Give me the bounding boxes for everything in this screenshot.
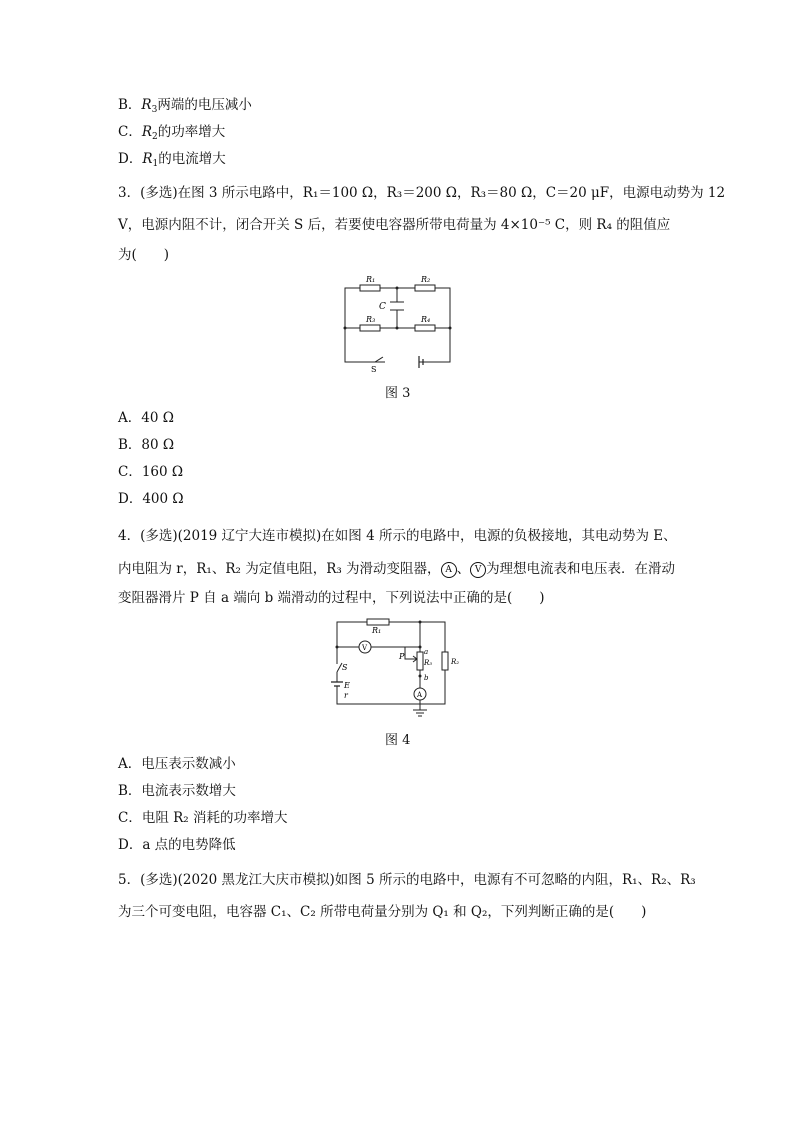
figure-4-caption: 图 4 <box>385 733 411 748</box>
fig4-label-p: P <box>399 652 405 661</box>
q4-option-c: C．电阻 R₂ 消耗的功率增大 <box>118 810 288 826</box>
q4-stem-line1: 4．(多选)(2019 辽宁大连市模拟)在如图 4 所示的电路中，电源的负极接地，其电动势为 E、 <box>118 528 677 544</box>
q4-stem-line2: 内电阻为 r，R₁、R₂ 为定值电阻，R₃ 为滑动变阻器， A 、 V 为理想电流表和电压表．在滑动 <box>118 561 676 577</box>
figure-3-circuit <box>335 270 460 378</box>
q3-stem-line2: V，电源内阻不计，闭合开关 S 后，若要使电容器所带电荷量为 4×10⁻⁵ C，则 R₄ 的阻值应 <box>118 217 671 233</box>
option-c-prev: C．$R_2$的功率增大 <box>118 124 226 142</box>
fig3-label-r3: R₃ <box>366 315 376 324</box>
fig4-label-s: S <box>342 663 348 672</box>
q4-option-d: D．a 点的电势降低 <box>118 837 236 853</box>
fig4-label-v: V <box>362 644 368 652</box>
figure-3-caption: 图 3 <box>385 386 411 401</box>
fig4-label-r3: R₃ <box>424 659 433 667</box>
q5-stem-line2: 为三个可变电阻，电容器 C₁、C₂ 所带电荷量分别为 Q₁ 和 Q₂，下列判断正确的是( ) <box>118 904 647 920</box>
fig4-label-a: a <box>424 648 429 656</box>
q3-stem-line3: 为( ) <box>118 247 170 263</box>
option-d-prev: D．$R_1$的电流增大 <box>118 151 226 169</box>
q4-stem-line3: 变阻器滑片 P 自 a 端向 b 端滑动的过程中，下列说法中正确的是( ) <box>118 590 545 606</box>
ammeter-symbol: A <box>441 562 457 578</box>
fig4-label-e: E <box>344 681 350 690</box>
q3-stem-line1: 3．(多选)在图 3 所示电路中，R₁＝100 Ω，R₃＝200 Ω，R₃＝80 Ω，C＝20 μF，电源电动势为 12 <box>118 185 726 201</box>
q3-option-b: B．80 Ω <box>118 437 175 453</box>
q5-stem-line1: 5．(多选)(2020 黑龙江大庆市模拟)如图 5 所示的电路中，电源有不可忽略的内阻，R₁、R₂、R₃ <box>118 872 696 888</box>
q4-option-a: A．电压表示数减小 <box>118 756 236 772</box>
q4-option-b: B．电流表示数增大 <box>118 783 236 799</box>
fig3-label-s: S <box>371 365 377 374</box>
fig4-label-r1: R₁ <box>372 626 382 635</box>
fig4-label-r: r <box>344 691 348 700</box>
voltmeter-symbol: V <box>470 562 486 578</box>
figure-4-circuit <box>325 614 465 722</box>
fig3-label-c: C <box>379 302 386 312</box>
q3-option-d: D．400 Ω <box>118 491 184 507</box>
fig3-label-r2: R₂ <box>421 275 431 284</box>
fig3-label-r1: R₁ <box>366 275 376 284</box>
q3-option-a: A．40 Ω <box>118 410 174 426</box>
q3-option-c: C．160 Ω <box>118 464 184 480</box>
fig4-label-am: A <box>417 691 423 699</box>
option-b-prev: B．$R_3$两端的电压减小 <box>118 97 252 115</box>
fig3-label-r4: R₄ <box>421 315 431 324</box>
fig4-label-r2: R₂ <box>451 658 460 666</box>
fig4-label-b: b <box>424 674 429 682</box>
